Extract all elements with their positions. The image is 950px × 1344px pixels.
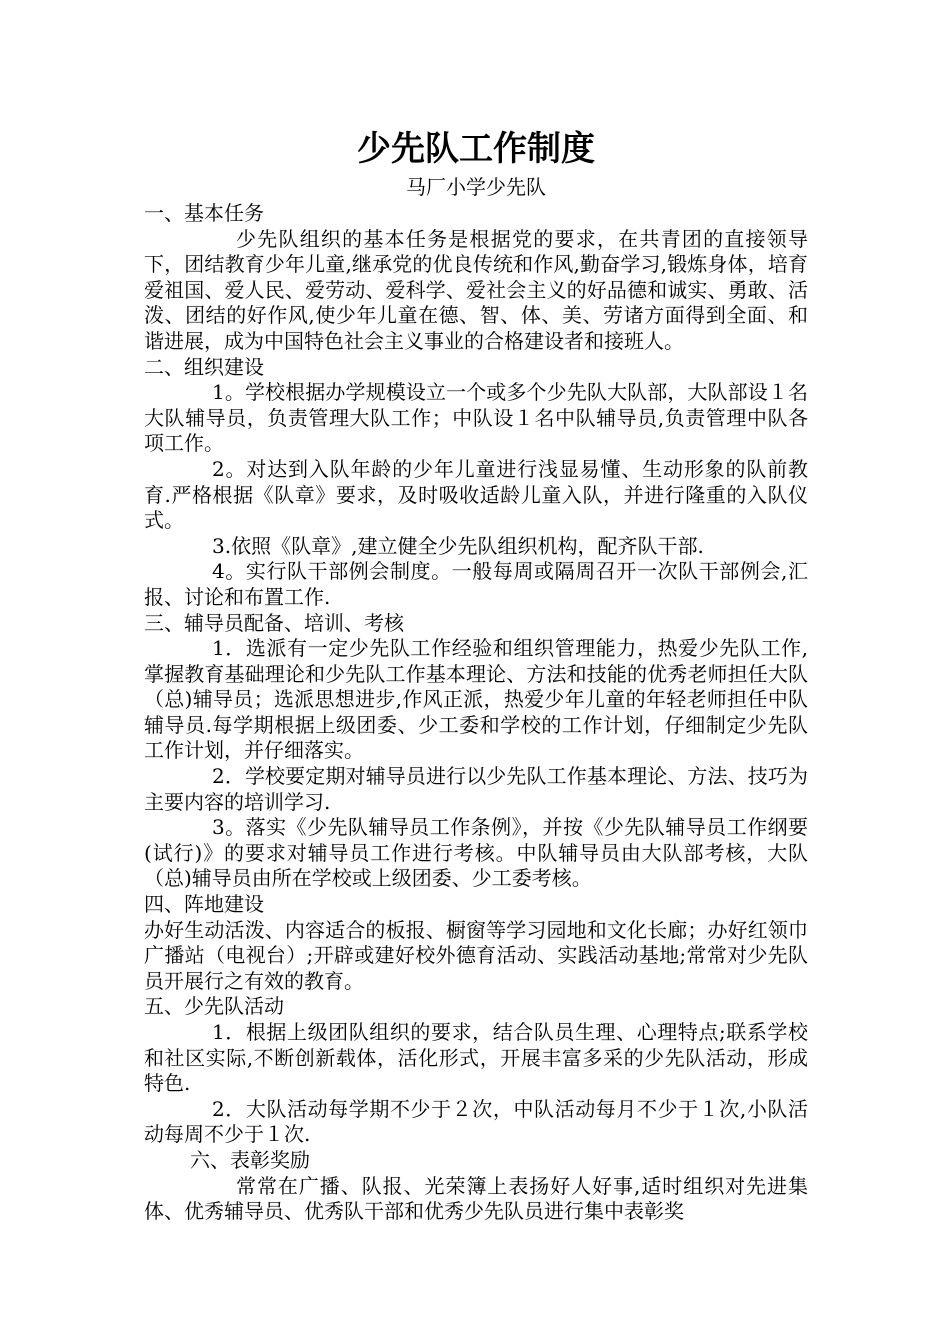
section-heading-basic-tasks: 一、基本任务 [144,201,264,225]
paragraph: 3.依照《队章》,建立健全少先队组织机构，配齐队干部. [212,533,704,558]
paragraph: 1．选派有一定少先队工作经验和组织管理能力，热爱少先队工作,掌握教育基础理论和少先队工作基本理论、方法和技能的优秀老师担任大队（总)辅导员；选派思想进步,作风正派，热爱少年儿童的年轻老师担任中队辅导员.每学期根据上级团委、少工委和学校的工作计划，仔细制定少先队工作计划，并仔细落实。 [144,636,808,763]
paragraph: 3。落实《少先队辅导员工作条例》，并按《少先队辅导员工作纲要(试行)》的要求对辅导员工作进行考核。中队辅导员由大队部考核，大队（总)辅导员由所在学校或上级团委、少工委考核。 [144,815,808,891]
paragraph: 常常在广播、队报、光荣簿上表扬好人好事,适时组织对先进集体、优秀辅导员、优秀队干部和优秀少先队员进行集中表彰奖 [144,1173,808,1224]
section-heading-counselors: 三、辅导员配备、培训、考核 [144,610,404,635]
section-heading-awards: 六、表彰奖励 [190,1147,310,1172]
paragraph: 2．大队活动每学期不少于２次，中队活动每月不少于１次,小队活动每周不少于１次. [144,1096,808,1147]
document-title: 少先队工作制度 [357,129,595,169]
section-heading-venues: 四、阵地建设 [144,892,264,917]
document-subtitle: 马厂小学少先队 [406,175,546,199]
paragraph: 4。实行队干部例会制度。一般每周或隔周召开一次队干部例会,汇报、讨论和布置工作. [144,559,808,609]
paragraph: 办好生动活泼、内容适合的板报、橱窗等学习园地和文化长廊；办好红领巾广播站（电视台）;开辟或建好校外德育活动、实践活动基地;常常对少先队员开展行之有效的教育。 [144,917,808,993]
section-heading-organization: 二、组织建设 [144,354,264,379]
document-page [144,126,808,1225]
paragraph: 少先队组织的基本任务是根据党的要求，在共青团的直接领导下，团结教育少年儿童,继承党的优良传统和作风,勤奋学习,锻炼身体，培育爱祖国、爱人民、爱劳动、爱科学、爱社会主义的好品德和诚实、勇敢、活泼、团结的好作风,使少年儿童在德、智、体、美、劳诸方面得到全面、和谐进展，成为中国特色社会主义事业的合格建设者和接班人。 [144,226,808,353]
paragraph: 1。学校根据办学规模设立一个或多个少先队大队部，大队部设１名大队辅导员，负责管理大队工作；中队设１名中队辅导员,负责管理中队各项工作。 [144,380,808,456]
section-heading-activities: 五、少先队活动 [144,994,284,1019]
paragraph: 1．根据上级团队组织的要求，结合队员生理、心理特点;联系学校和社区实际,不断创新载体，活化形式，开展丰富多采的少先队活动，形成特色. [144,1020,808,1096]
paragraph: 2。对达到入队年龄的少年儿童进行浅显易懂、生动形象的队前教育.严格根据《队章》要求，及时吸收适龄儿童入队，并进行隆重的入队仪式。 [144,456,808,533]
paragraph: 2．学校要定期对辅导员进行以少先队工作基本理论、方法、技巧为主要内容的培训学习. [144,764,808,814]
